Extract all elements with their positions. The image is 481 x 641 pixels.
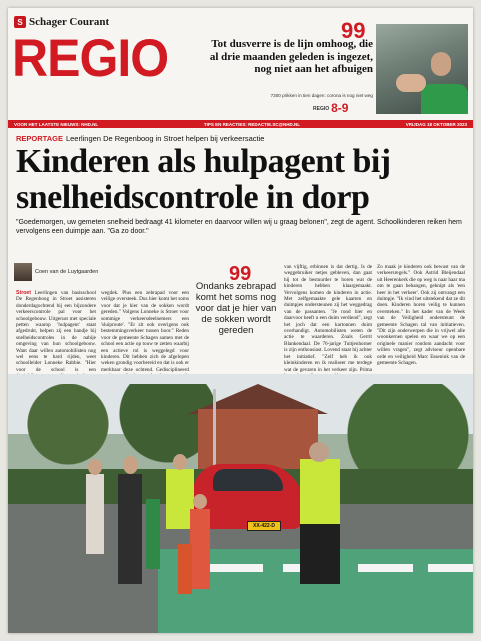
newspaper-page	[8, 8, 473, 633]
zebra-stripe	[428, 564, 473, 572]
column-1-text: Leerlingen van basisschool De Regenboog in Stroet assisteren donderdagochtend bij een bijzondere verkeerscontrole pal voor het schoolgebouw. Uitgerust met speciale petten waarop 'hulpagent' staat afgedrukt, helpen zij een handje bij snelheidscontroles in de nabije omgeving van hun schoolgebouw. Want daar willen automobilisten nog wel eens te hard rijden, weet schoolleider Lonneke Rabbie. "Hier voor de school is een	[16, 290, 96, 373]
photo-person-head	[173, 454, 187, 470]
page-ref-numbers: 8-9	[331, 101, 349, 115]
zebra-stripe	[208, 564, 263, 572]
author-avatar	[14, 263, 32, 281]
brand-logo-icon: S	[14, 16, 26, 28]
teaser-photo	[376, 24, 468, 114]
section-title: REGIO	[12, 28, 169, 88]
kicker-label: REPORTAGE	[16, 134, 63, 143]
info-bar	[8, 120, 473, 128]
teaser-photo-shirt	[421, 84, 468, 114]
photo-lamp-post	[213, 389, 216, 469]
teaser-photo-hand	[396, 74, 426, 92]
article-headline: Kinderen als hulpagent bij snelheidscontrole in dorp	[16, 143, 391, 216]
teaser-quote: Tot dusverre is de lijn omhoog, die al drie maanden geleden is ingezet, nog niet aan het afbuigen	[209, 38, 373, 75]
photo-child-striped-shirt	[190, 509, 210, 589]
article-photo	[8, 374, 473, 633]
photo-officer-head	[309, 442, 329, 462]
photo-child-head	[193, 494, 207, 509]
photo-car-window	[213, 469, 283, 491]
photo-person-head	[123, 456, 138, 474]
article-lead: "Goedemorgen, uw gemeten snelheid bedraagt 41 kilometer en daarvoor willen wij u graag belonen", zegt de agent. Schoolkinderen reiken hem vervolgens een duimpje aan. "Ga zo door."	[16, 219, 462, 235]
pull-quote: Ondanks zebrapad komt het soms nog voor dat je hier van de sokken wordt gereden	[195, 281, 277, 336]
author-byline	[14, 263, 98, 281]
kicker-text: Leerlingen De Regenboog in Stroet helpen bij verkeersactie	[65, 134, 265, 143]
brand-name: Schager Courant	[29, 16, 110, 28]
teaser-photo-face	[431, 52, 451, 76]
article-kicker	[16, 134, 264, 143]
author-name: Coen van de Luytgaarden	[35, 269, 99, 275]
photo-person-woman	[86, 474, 104, 554]
article-column-4: Zo maak je kinderen ook bewust van de verkeersregels." Ook Astrid Bleijendaal uit Heerenkerk die op weg is naar haar ma om te gaan behangen, geknipt als 'een heer in het verkeer'. Ook zij ontvangt een duimpje. "Ik vind het uitstekend dat ze dit doen. Kinderen horen veilig te kunnen oversteken." In het kader van de Week van de Veiligheid ondersteunt de gemeente Schagen tal van initiatieven. "Dit zijn onderwerpen die in vrijwel alle woonkernen spelen en waar we op een originele manier rondom aandacht voor willen vragen", zegt adviseur openbare orde en veiligheid Marc Essenink van de gemeente Schagen.	[377, 264, 465, 367]
photo-traffic-cone	[178, 544, 192, 594]
info-bar-tips: TIPS EN REACTIES: REDACTIE.SC@NHD.NL	[203, 121, 301, 127]
photo-person-man	[118, 474, 142, 584]
photo-person-head	[88, 459, 102, 475]
article-column-2: wegdek. Plus een zebrapad voor een veilige oversteek. Dus hier komt het soms voor dat je hier van de sokken wordt gereden." Volgens Lonneke is Stroet voor sommige verkeersdeelnemers een 'sluiproute'. "Er zit ook overigens ook bestemmingsverkeer tussen hoor." Reden voor de gemeente Schagen samen met de school een actie op touw te zetten waarbij een actieve rol is weggelegd voor kinderen. Dit hebben zich de afgelopen weken grondig voorbereid en dat is ook er merkbaar deze ochtend. Gedisciplineerd	[101, 290, 189, 373]
article-column-3: van vijftig, erbinnen is dat dertig. Is de weggebruiker netjes gebleven, dan gaat hij tot de bestuurder te horen wat de kinderen hebben klaargemaakt. Vervolgens komen de kinderen in actie. Met zelfgemaakte gele kaarten en duimpjes ondersteunen zij het weggedrag van de passanten. "Je rond hier en daarvoor heeft u een duim verdiend", zegt het joch dat een kartonnen duim overhandigt. Automobilisten weten de actie te waarderen. Zoals Gerrit Blankendaal. De 76-jarige Tuitjenhorner is zijn enthousiast. Lovend staat hij achter het initiatief. "Zelf heb ik ook kleinkinderen en ik realiseer me terdege wat de gevaren in het verkeer zijn. Prima	[284, 264, 372, 373]
dateline: Stroet	[16, 290, 31, 296]
teaser-page-reference	[313, 101, 348, 115]
photo-officer-trousers	[300, 524, 340, 584]
zebra-stripe	[358, 564, 413, 572]
info-bar-date: VRIJDAG 18 OKTOBER 2023	[405, 121, 467, 127]
article-column-1	[16, 290, 96, 386]
pull-quote-mark: 99	[229, 263, 252, 285]
license-plate: XX-422-D	[247, 521, 281, 531]
teaser-quote-mark: 99	[341, 18, 366, 43]
info-bar-website: VOOR HET LAATSTE NIEUWS: NHD.NL	[14, 121, 99, 127]
teaser-caption: 7300 prikken in tien dagen: corona is nog niet weg	[270, 93, 373, 98]
page-ref-label: REGIO	[313, 105, 330, 112]
photo-child	[146, 499, 160, 569]
